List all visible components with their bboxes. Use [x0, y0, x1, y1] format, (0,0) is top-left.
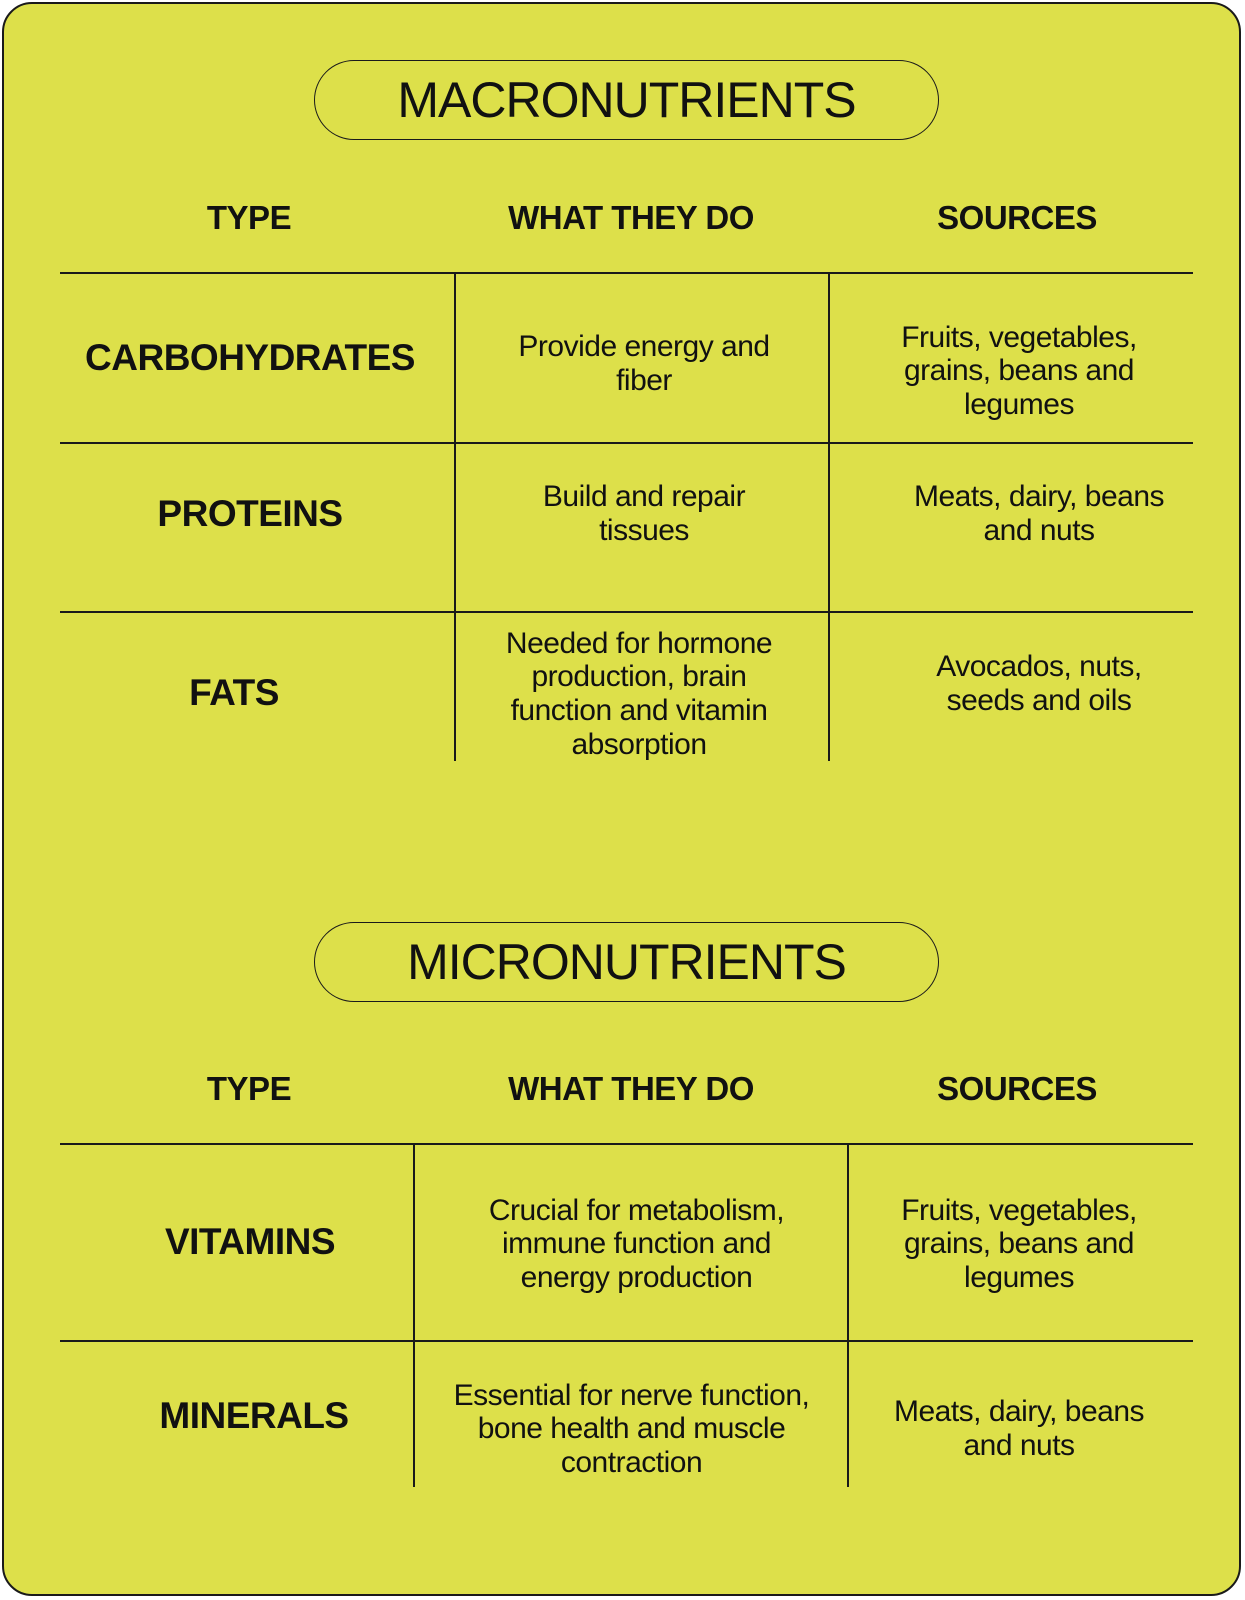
macro-row-proteins-sources-text: Meats, dairy, beans and nuts [913, 480, 1165, 547]
infographic-card [2, 2, 1241, 1596]
macro-row-proteins-sources [884, 474, 1194, 554]
micronutrients-title: MICRONUTRIENTS [314, 922, 939, 1002]
micro-row-vitamins-sources [864, 1184, 1174, 1304]
macro-row-fats-what [474, 624, 804, 764]
micro-row-minerals-type: MINERALS [159, 1395, 349, 1436]
macro-row-fats-what-text: Needed for hormone production, brain function and vitamin absorption [505, 626, 773, 761]
macro-header-type: TYPE [206, 199, 292, 236]
macro-row-carbohydrates-sources-text: Fruits, vegetables, grains, beans and legumes [901, 320, 1137, 421]
macro-column-divider-2 [828, 273, 830, 761]
macro-row-proteins-what-text: Build and repair tissues [542, 480, 746, 547]
micro-row-vitamins-sources-text: Fruits, vegetables, grains, beans and legumes [901, 1193, 1137, 1294]
micro-row-minerals-what [444, 1374, 819, 1484]
macro-row-fats-sources-text: Avocados, nuts, seeds and oils [936, 650, 1142, 717]
micro-row-minerals-what-text: Essential for nerve function, bone health and muscle contraction [453, 1378, 810, 1479]
macro-row-proteins-what [494, 474, 794, 554]
micro-column-divider-2 [847, 1144, 849, 1487]
macro-row-carbohydrates-type: CARBOHYDRATES [85, 336, 415, 378]
micro-row-vitamins-what [459, 1184, 814, 1304]
macronutrients-title: MACRONUTRIENTS [314, 60, 939, 140]
micro-header-type: TYPE [206, 1070, 292, 1107]
macro-row-carbohydrates-what [479, 324, 809, 404]
micro-header-what-they-do: WHAT THEY DO [508, 1070, 754, 1107]
macro-column-divider-1 [454, 273, 456, 761]
micro-row-vitamins-what-text: Crucial for metabolism, immune function and energy production [488, 1193, 785, 1294]
macro-row-carbohydrates-sources [864, 314, 1174, 428]
macro-row-proteins-type: PROTEINS [157, 493, 343, 534]
micro-row-vitamins-type: VITAMINS [164, 1221, 336, 1262]
macro-row-fats-sources [894, 644, 1184, 724]
macro-row-carbohydrates-what-text: Provide energy and fiber [518, 330, 770, 397]
micro-row-minerals-sources [864, 1389, 1174, 1469]
macro-header-what-they-do: WHAT THEY DO [508, 199, 754, 236]
macro-row-fats-type: FATS [189, 672, 279, 713]
micro-header-sources: SOURCES [937, 1070, 1097, 1107]
macro-header-sources: SOURCES [937, 199, 1097, 236]
micro-row-minerals-sources-text: Meats, dairy, beans and nuts [893, 1395, 1145, 1462]
